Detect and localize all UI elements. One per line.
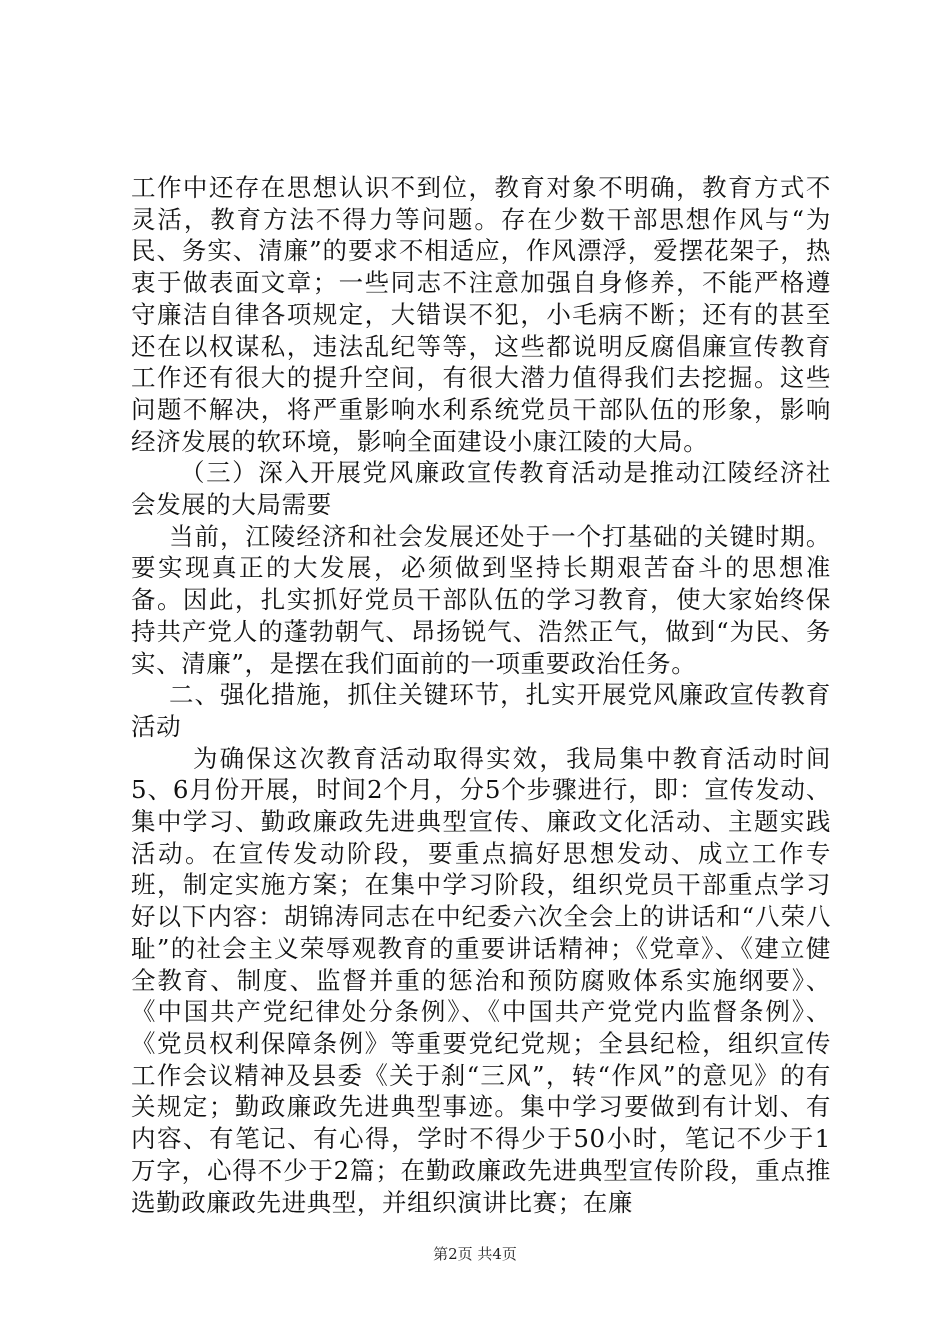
paragraph-continuation: 工作中还存在思想认识不到位，教育对象不明确，教育方式不灵活，教育方法不得力等问题。存在少数干部思想作风与“为民、务实、清廉”的要求不相适应，作风漂浮，爱摆花架子，热衷于做表面文章；一些同志不注意加强自身修养，不能严格遵守廉洁自律各项规定，大错误不犯，小毛病不断；还有的甚至还在以权谋私，违法乱纪等等，这些都说明反腐倡廉宣传教育工作还有很大的提升空间，有很大潜力值得我们去挖掘。这些问题不解决，将严重影响水利系统党员干部队伍的形象，影响经济发展的软环境，影响全面建设小康江陵的大局。	[131, 173, 831, 456]
section-heading-two: 二、强化措施，抓住关键环节，扎实开展党风廉政宣传教育活动	[131, 680, 831, 741]
section-heading-three: （三）深入开展党风廉政宣传教育活动是推动江陵经济社会发展的大局需要	[131, 458, 831, 520]
paragraph-measures: 为确保这次教育活动取得实效，我局集中教育活动时间5、6月份开展，时间2个月，分5个步骤进行，即：宣传发动、集中学习、勤政廉政先进典型宣传、廉政文化活动、主题实践活动。在宣传发动阶段，要重点搞好思想发动、成立工作专班，制定实施方案；在集中学习阶段，组织党员干部重点学习好以下内容：胡锦涛同志在中纪委六次全会上的讲话和“八荣八耻”的社会主义荣辱观教育的重要讲话精神；《党章》、《建立健全教育、制度、监督并重的惩治和预防腐败体系实施纲要》、《中国共产党纪律处分条例》、《中国共产党党内监督条例》、《党员权利保障条例》等重要党纪党规；全县纪检，组织宣传工作会议精神及县委《关于刹“三风”，转“作风”的意见》的有关规定；勤政廉政先进典型事迹。集中学习要做到有计划、有内容、有笔记、有心得，学时不得少于50小时，笔记不少于1万字，心得不少于2篇；在勤政廉政先进典型宣传阶段，重点推选勤政廉政先进典型，并组织演讲比赛；在廉	[131, 743, 831, 1217]
page-number-footer: 第2页 共4页	[433, 1245, 517, 1263]
paragraph-current-situation: 当前，江陵经济和社会发展还处于一个打基础的关键时期。要实现真正的大发展，必须做到坚持长期艰苦奋斗的思想准备。因此，扎实抓好党员干部队伍的学习教育，使大家始终保持共产党人的蓬勃朝气、昂扬锐气、浩然正气，做到“为民、务实、清廉”，是摆在我们面前的一项重要政治任务。	[131, 521, 831, 678]
document-body	[131, 172, 831, 1218]
